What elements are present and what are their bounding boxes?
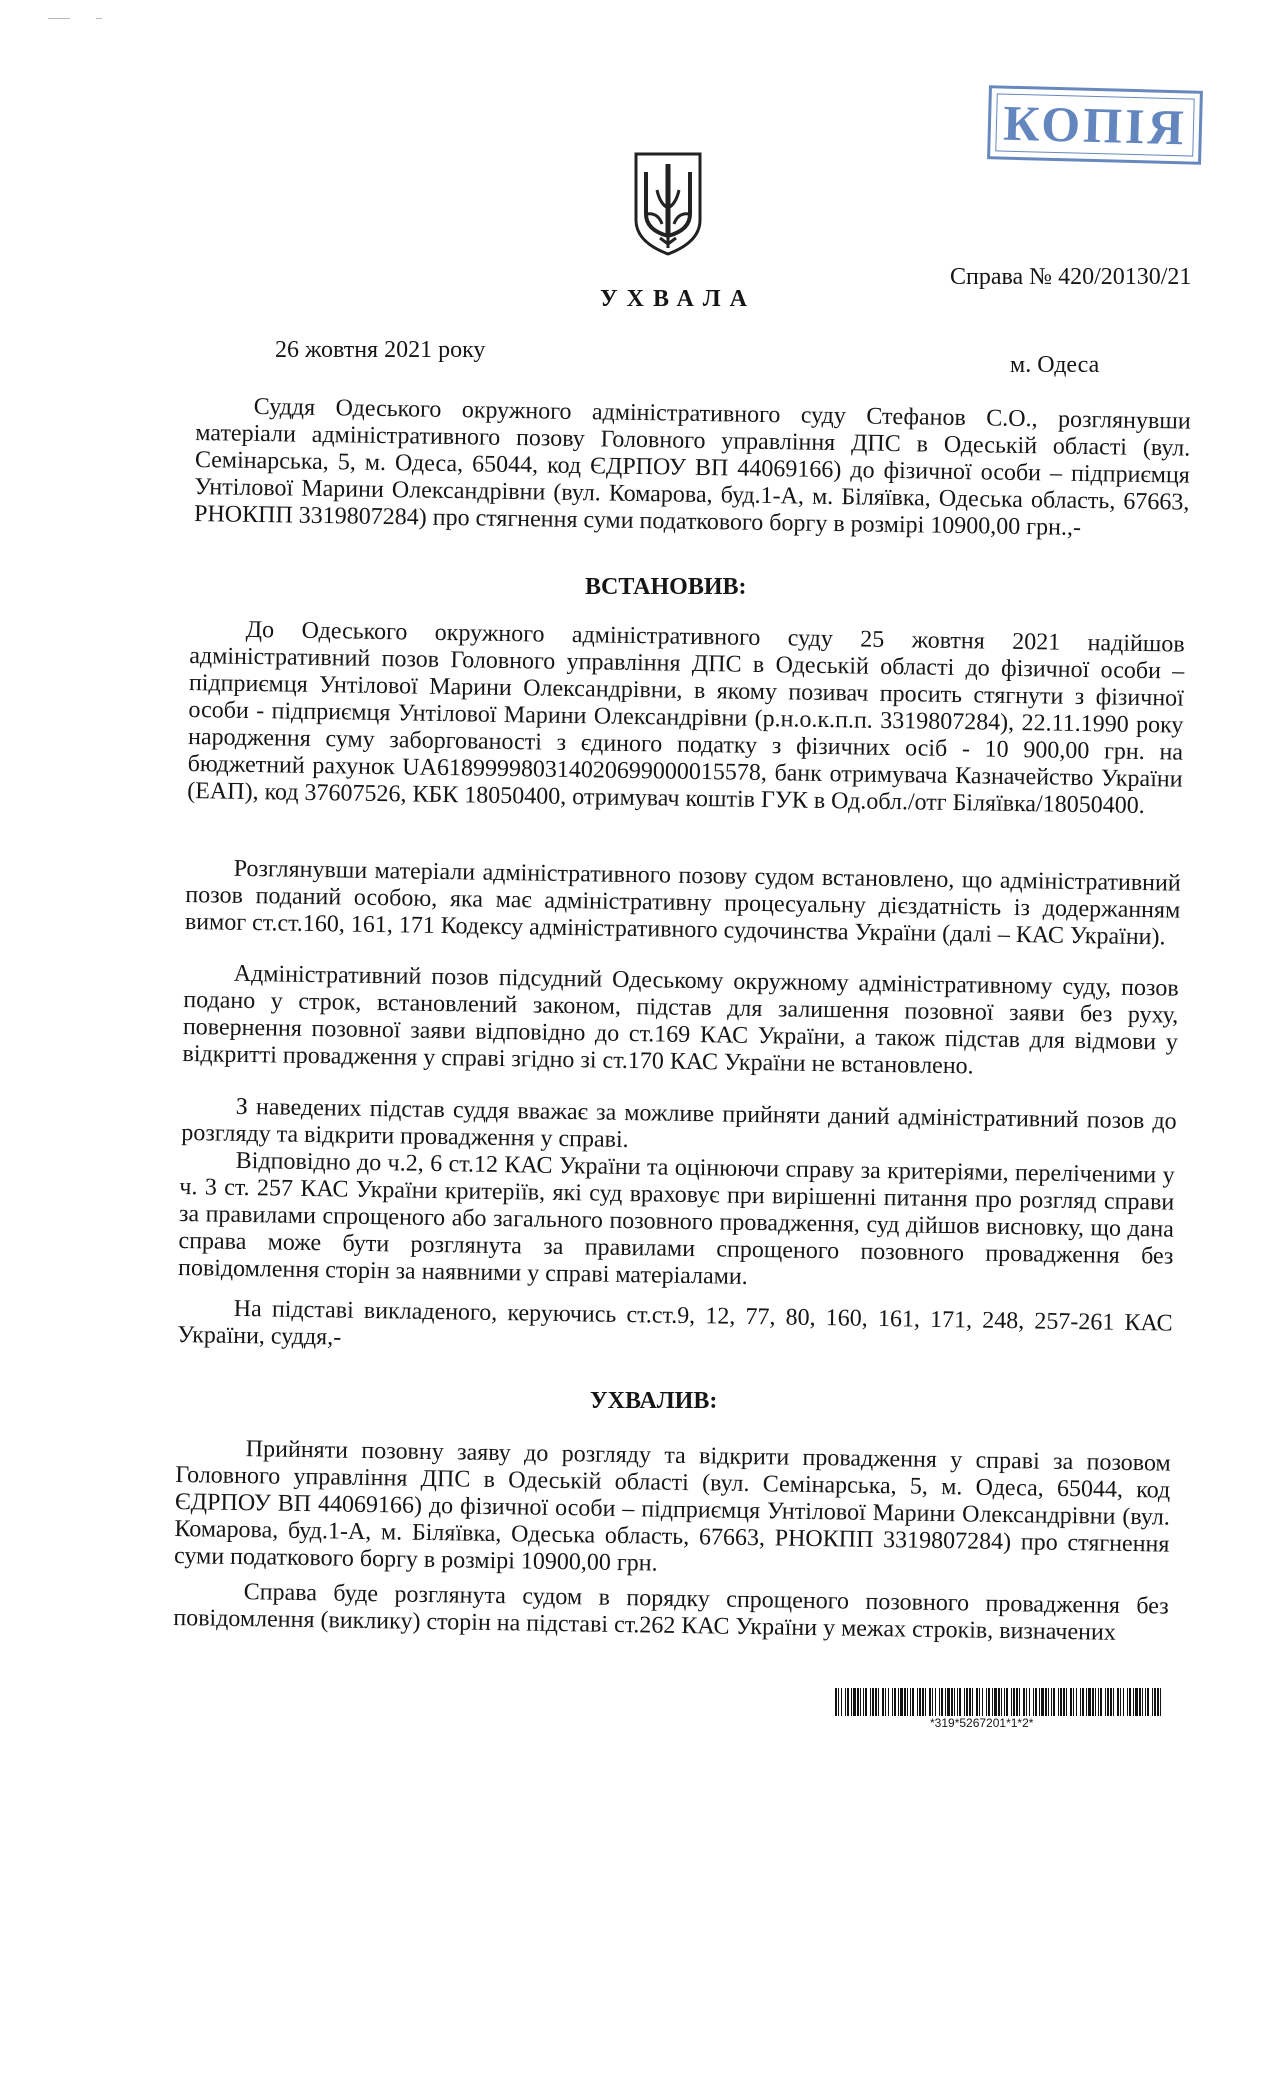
intro-paragraph: Суддя Одеського окружного адміністративного суду Стефанов С.О., розглянувши матеріали адміністративного позову Головного управління ДПС в Одеській області (вул. Семінарська, 5, м. Одеса, 65044, код ЄДРПОУ ВП 44069166) до фізичної особи – підприємця Унтілової Марини Олександрівни (вул. Комарова, буд.1-А, м. Біляївка, Одеська область, 67663, РНОКПП 3319807284) про стягнення суми податкового боргу в розмірі 10900,00 грн.,- [193, 393, 1191, 541]
established-paragraph-6: На підставі викладеного, керуючись ст.ст.9, 12, 77, 80, 160, 161, 171, 248, 257-261 КАС України, суддя,- [177, 1295, 1173, 1351]
stamp-label: КОПІЯ [1002, 94, 1188, 156]
copy-stamp [987, 85, 1203, 165]
scan-mark [48, 18, 70, 19]
barcode-number: *319*5267201*1*2* [930, 1716, 1034, 1730]
case-number: Справа № 420/20130/21 [950, 264, 1192, 290]
established-paragraph-4: З наведених підстав суддя вважає за можливе прийняти даний адміністративний позов до розгляду та відкрити провадження у справі. [181, 1093, 1177, 1154]
trident-coat-of-arms-icon [630, 150, 706, 258]
heading-established: ВСТАНОВИВ: [585, 574, 747, 600]
established-paragraph-1: До Одеського окружного адміністративного суду 25 жовтня 2021 надійшов адміністративний позов Головного управління ДПС в Одеській області до фізичної особи – підприємця Унтілової Марини Олександрівни, в якому позивач просить стягнути з фізичної особи - підприємця Унтілової Марини Олександрівни (р.н.о.к.п.п. 3319807284), 22.11.1990 року народження суму заборгованості з єдиного податку з фізичних осіб - 10 900,00 грн. на бюджетний рахунок UA618999980314020699000015578, банк отримувача Казначейство України (ЕАП), код 37607526, КБК 18050400, отримувач коштів ГУК в Од.обл./отг Біляївка/18050400. [187, 616, 1185, 820]
document-date: 26 жовтня 2021 року [275, 337, 486, 363]
scan-mark [96, 18, 102, 19]
document-barcode [835, 1688, 1163, 1716]
established-paragraph-5: Відповідно до ч.2, 6 ст.12 КАС України та оцінюючи справу за критеріями, переліченими у ч. 3 ст. 257 КАС України критеріїв, які суд враховує при вирішенні питання про розгляд справи за правилами спрощеного або загального позовного провадження, суд дійшов висновку, що дана справа може бути розглянута за правилами спрощеного позовного провадження без повідомлення сторін за наявними у справі матеріалами. [177, 1147, 1175, 1290]
established-paragraph-3: Адміністративний позов підсудний Одеському окружному адміністративному суду, позов подано у строк, встановлений законом, підстав для залишення позовної заяви без руху, повернення позовної заяви відповідно до ст.169 КАС України, а також підстав для відмови у відкритті провадження у справі згідно зі ст.170 КАС України не встановлено. [182, 960, 1179, 1080]
document-title: УХВАЛА [600, 286, 756, 312]
established-paragraph-2: Розглянувши матеріали адміністративного позову судом встановлено, що адміністративний позов поданий особою, яка має адміністративну процесуальну дієздатність із додержанням вимог ст.ст.160, 161, 171 Кодексу адміністративного судочинства України (далі – КАС України). [184, 855, 1181, 951]
heading-decided: УХВАЛИВ: [590, 1388, 718, 1414]
document-city: м. Одеса [1010, 352, 1100, 378]
decided-paragraph-1: Прийняти позовну заяву до розгляду та відкрити провадження у справі за позовом Головного управління ДПС в Одеській області (вул. Семінарська, 5, м. Одеса, 65044, код ЄДРПОУ ВП 44069166) до фізичної особи – підприємця Унтілової Марини Олександрівни (вул. Комарова, буд.1-А, м. Біляївка, Одеська область, 67663, РНОКПП 3319807284) про стягнення суми податкового боргу в розмірі 10900,00 грн. [173, 1436, 1171, 1577]
decided-paragraph-2: Справа буде розглянута судом в порядку спрощеного позовного провадження без повідомлення (виклику) сторін на підставі ст.262 КАС України у межах строків, визначених [173, 1579, 1169, 1646]
